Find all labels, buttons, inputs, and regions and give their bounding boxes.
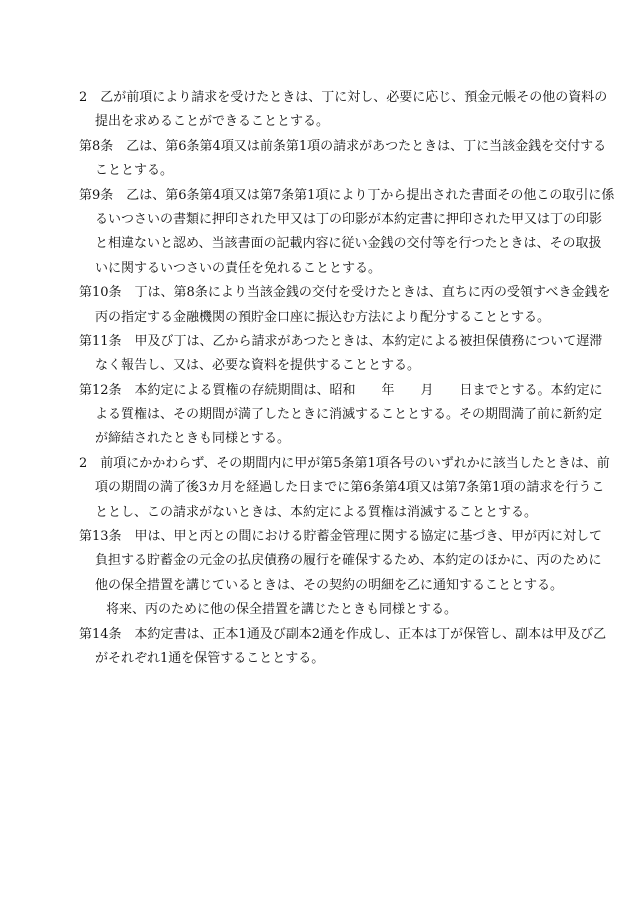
text-line: 第12条 本約定による質権の存続期間は、昭和 年 月 日までとする。本約定に bbox=[79, 382, 603, 398]
text-line: 他の保全措置を講じているときは、その契約の明細を乙に通知することとする。 bbox=[95, 577, 564, 593]
text-line: 項の期間の満了後3カ月を経過した日までに第6条第4項又は第7条第1項の請求を行うこ bbox=[95, 480, 605, 496]
text-line: なく報告し、又は、必要な資料を提供することとする。 bbox=[95, 358, 421, 374]
paragraph-art12 bbox=[79, 379, 603, 452]
text-line: がそれぞれ1通を保管することとする。 bbox=[95, 650, 325, 666]
text-line: 第11条 甲及び丁は、乙から請求があつたときは、本約定による被担保債務について遅滞 bbox=[79, 333, 603, 349]
text-line: よる質権は、その期間が満了したときに消滅することとする。その期間満了前に新約定 bbox=[95, 407, 603, 423]
paragraph-art12-2 bbox=[79, 452, 610, 525]
text-line: 2 前項にかかわらず、その期間内に甲が第5条第1項各号のいずれかに該当したときは、前 bbox=[79, 455, 610, 471]
text-line: 提出を求めることができることとする。 bbox=[95, 114, 330, 130]
text-line: 第10条 丁は、第8条により当該金銭の交付を受けたときは、直ちに丙の受領すべき金銭を bbox=[79, 285, 611, 301]
paragraph-art14 bbox=[79, 623, 607, 672]
text-line: 2 乙が前項により請求を受けたときは、丁に対し、必要に応じ、預金元帳その他の資料の bbox=[79, 90, 608, 105]
text-line: 負担する貯蓄金の元金の払戻債務の履行を確保するため、本約定のほかに、丙のために bbox=[95, 553, 602, 569]
text-line: 第13条 甲は、甲と丙との間における貯蓄金管理に関する協定に基づき、甲が丙に対して bbox=[79, 529, 603, 545]
text-line: 丙の指定する金融機関の預貯金口座に振込む方法により配分することとする。 bbox=[95, 309, 551, 325]
paragraph-art13-2 bbox=[79, 598, 553, 622]
text-line: が締結されたときも同様とする。 bbox=[95, 431, 291, 447]
text-line: るいつさいの書類に押印された甲又は丁の印影が本約定書に押印された甲又は丁の印影 bbox=[95, 211, 603, 227]
text-line: ととし、この請求がないときは、本約定による質権は消滅することとする。 bbox=[95, 504, 538, 520]
paragraph-art13 bbox=[79, 525, 603, 598]
paragraph-art11 bbox=[79, 330, 603, 379]
paragraph-art10 bbox=[79, 281, 611, 330]
paragraph-art8 bbox=[79, 135, 607, 184]
paragraph-art7-2 bbox=[79, 86, 608, 135]
text-line: と相違ないと認め、当該書面の記載内容に従い金銭の交付等を行つたときは、その取扱 bbox=[95, 236, 602, 252]
text-line: いに関するいつさいの責任を免れることとする。 bbox=[95, 260, 382, 276]
text-line: 第14条 本約定書は、正本1通及び副本2通を作成し、正本は丁が保管し、副本は甲及び乙 bbox=[79, 626, 607, 642]
text-line: 将来、丙のために他の保全措置を講じたときも同様とする。 bbox=[106, 602, 458, 618]
paragraph-art9 bbox=[79, 184, 615, 282]
text-line: 第9条 乙は、第6条第4項又は第7条第1項により丁から提出された書面その他この取引に係 bbox=[79, 187, 615, 203]
document-body bbox=[79, 86, 615, 671]
text-line: こととする。 bbox=[95, 163, 174, 179]
text-line: 第8条 乙は、第6条第4項又は前条第1項の請求があつたときは、丁に当該金銭を交付する bbox=[79, 138, 607, 154]
